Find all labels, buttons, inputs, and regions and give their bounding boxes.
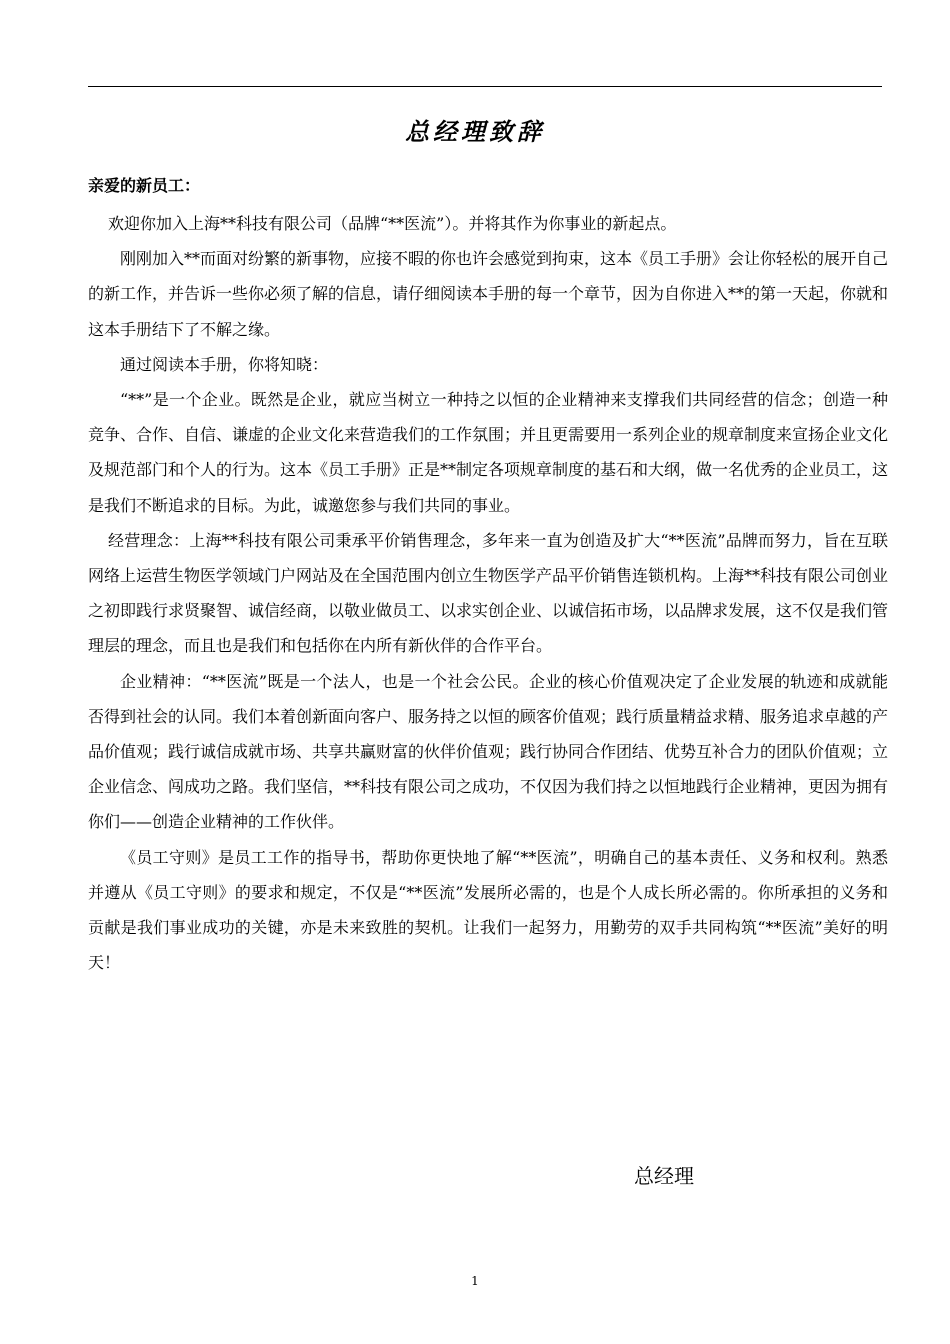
page-title: 总经理致辞 <box>405 118 545 146</box>
paragraph-employee-code: 《员工守则》是员工工作的指导书，帮助你更快地了解“**医流”，明确自己的基本责任、义务和权利。熟悉并遵从《员工守则》的要求和规定，不仅是“**医流”发展所必需的，也是个人成长所必需的。你所承担的义务和贡献是我们事业成功的关键，亦是未来致胜的契机。让我们一起努力，用勤劳的双手共同构筑“**医流”美好的明天！ <box>88 847 888 973</box>
paragraph-lead-in: 通过阅读本手册，你将知晓： <box>120 354 329 374</box>
paragraph-business-philosophy: 经营理念：上海**科技有限公司秉承平价销售理念，多年来一直为创造及扩大“**医流”品牌而努力，旨在互联网络上运营生物医学领域门户网站及在全国范围内创立生物医学产品平价销售连锁机构。上海**科技有限公司创业之初即践行求贤聚智、诚信经商，以敬业做员工、以求实创企业、以诚信拓市场，以品牌求发展，这不仅是我们管理层的理念，而且也是我们和包括你在内所有新伙伴的合作平台。 <box>88 530 889 656</box>
paragraph-enterprise-spirit: 企业精神：“**医流”既是一个法人，也是一个社会公民。企业的核心价值观决定了企业发展的轨迹和成就能否得到社会的认同。我们本着创新面向客户、服务持之以恒的顾客价值观；践行质量精益求精、服务追求卓越的产品价值观；践行诚信成就市场、共享共赢财富的伙伴价值观；践行协同合作团结、优势互补合力的团队价值观；立企业信念、闯成功之路。我们坚信，**科技有限公司之成功，不仅因为我们持之以恒地践行企业精神，更因为拥有你们——创造企业精神的工作伙伴。 <box>88 671 889 832</box>
signature: 总经理 <box>634 1164 694 1188</box>
paragraph-welcome: 欢迎你加入上海**科技有限公司（品牌“**医流”）。并将其作为你事业的新起点。 <box>108 214 677 233</box>
header-rule <box>88 86 882 87</box>
paragraph-enterprise: “**”是一个企业。既然是企业，就应当树立一种持之以恒的企业精神来支撑我们共同经营的信念；创造一种竞争、合作、自信、谦虚的企业文化来营造我们的工作氛围；并且更需要用一系列企业的规章制度来宣扬企业文化及规范部门和个人的行为。这本《员工手册》正是**制定各项规章制度的基石和大纲，做一名优秀的企业员工，这是我们不断追求的目标。为此，诚邀您参与我们共同的事业。 <box>88 390 889 515</box>
page-number: 1 <box>471 1274 479 1288</box>
greeting: 亲爱的新员工： <box>88 176 201 195</box>
paragraph-intro: 刚刚加入**而面对纷繁的新事物，应接不暇的你也许会感觉到拘束，这本《员工手册》会让你轻松的展开自己的新工作，并告诉一些你必须了解的信息，请仔细阅读本手册的每一个章节，因为自你进入**的第一天起，你就和这本手册结下了不解之缘。 <box>88 249 889 339</box>
letter-body <box>88 206 888 980</box>
